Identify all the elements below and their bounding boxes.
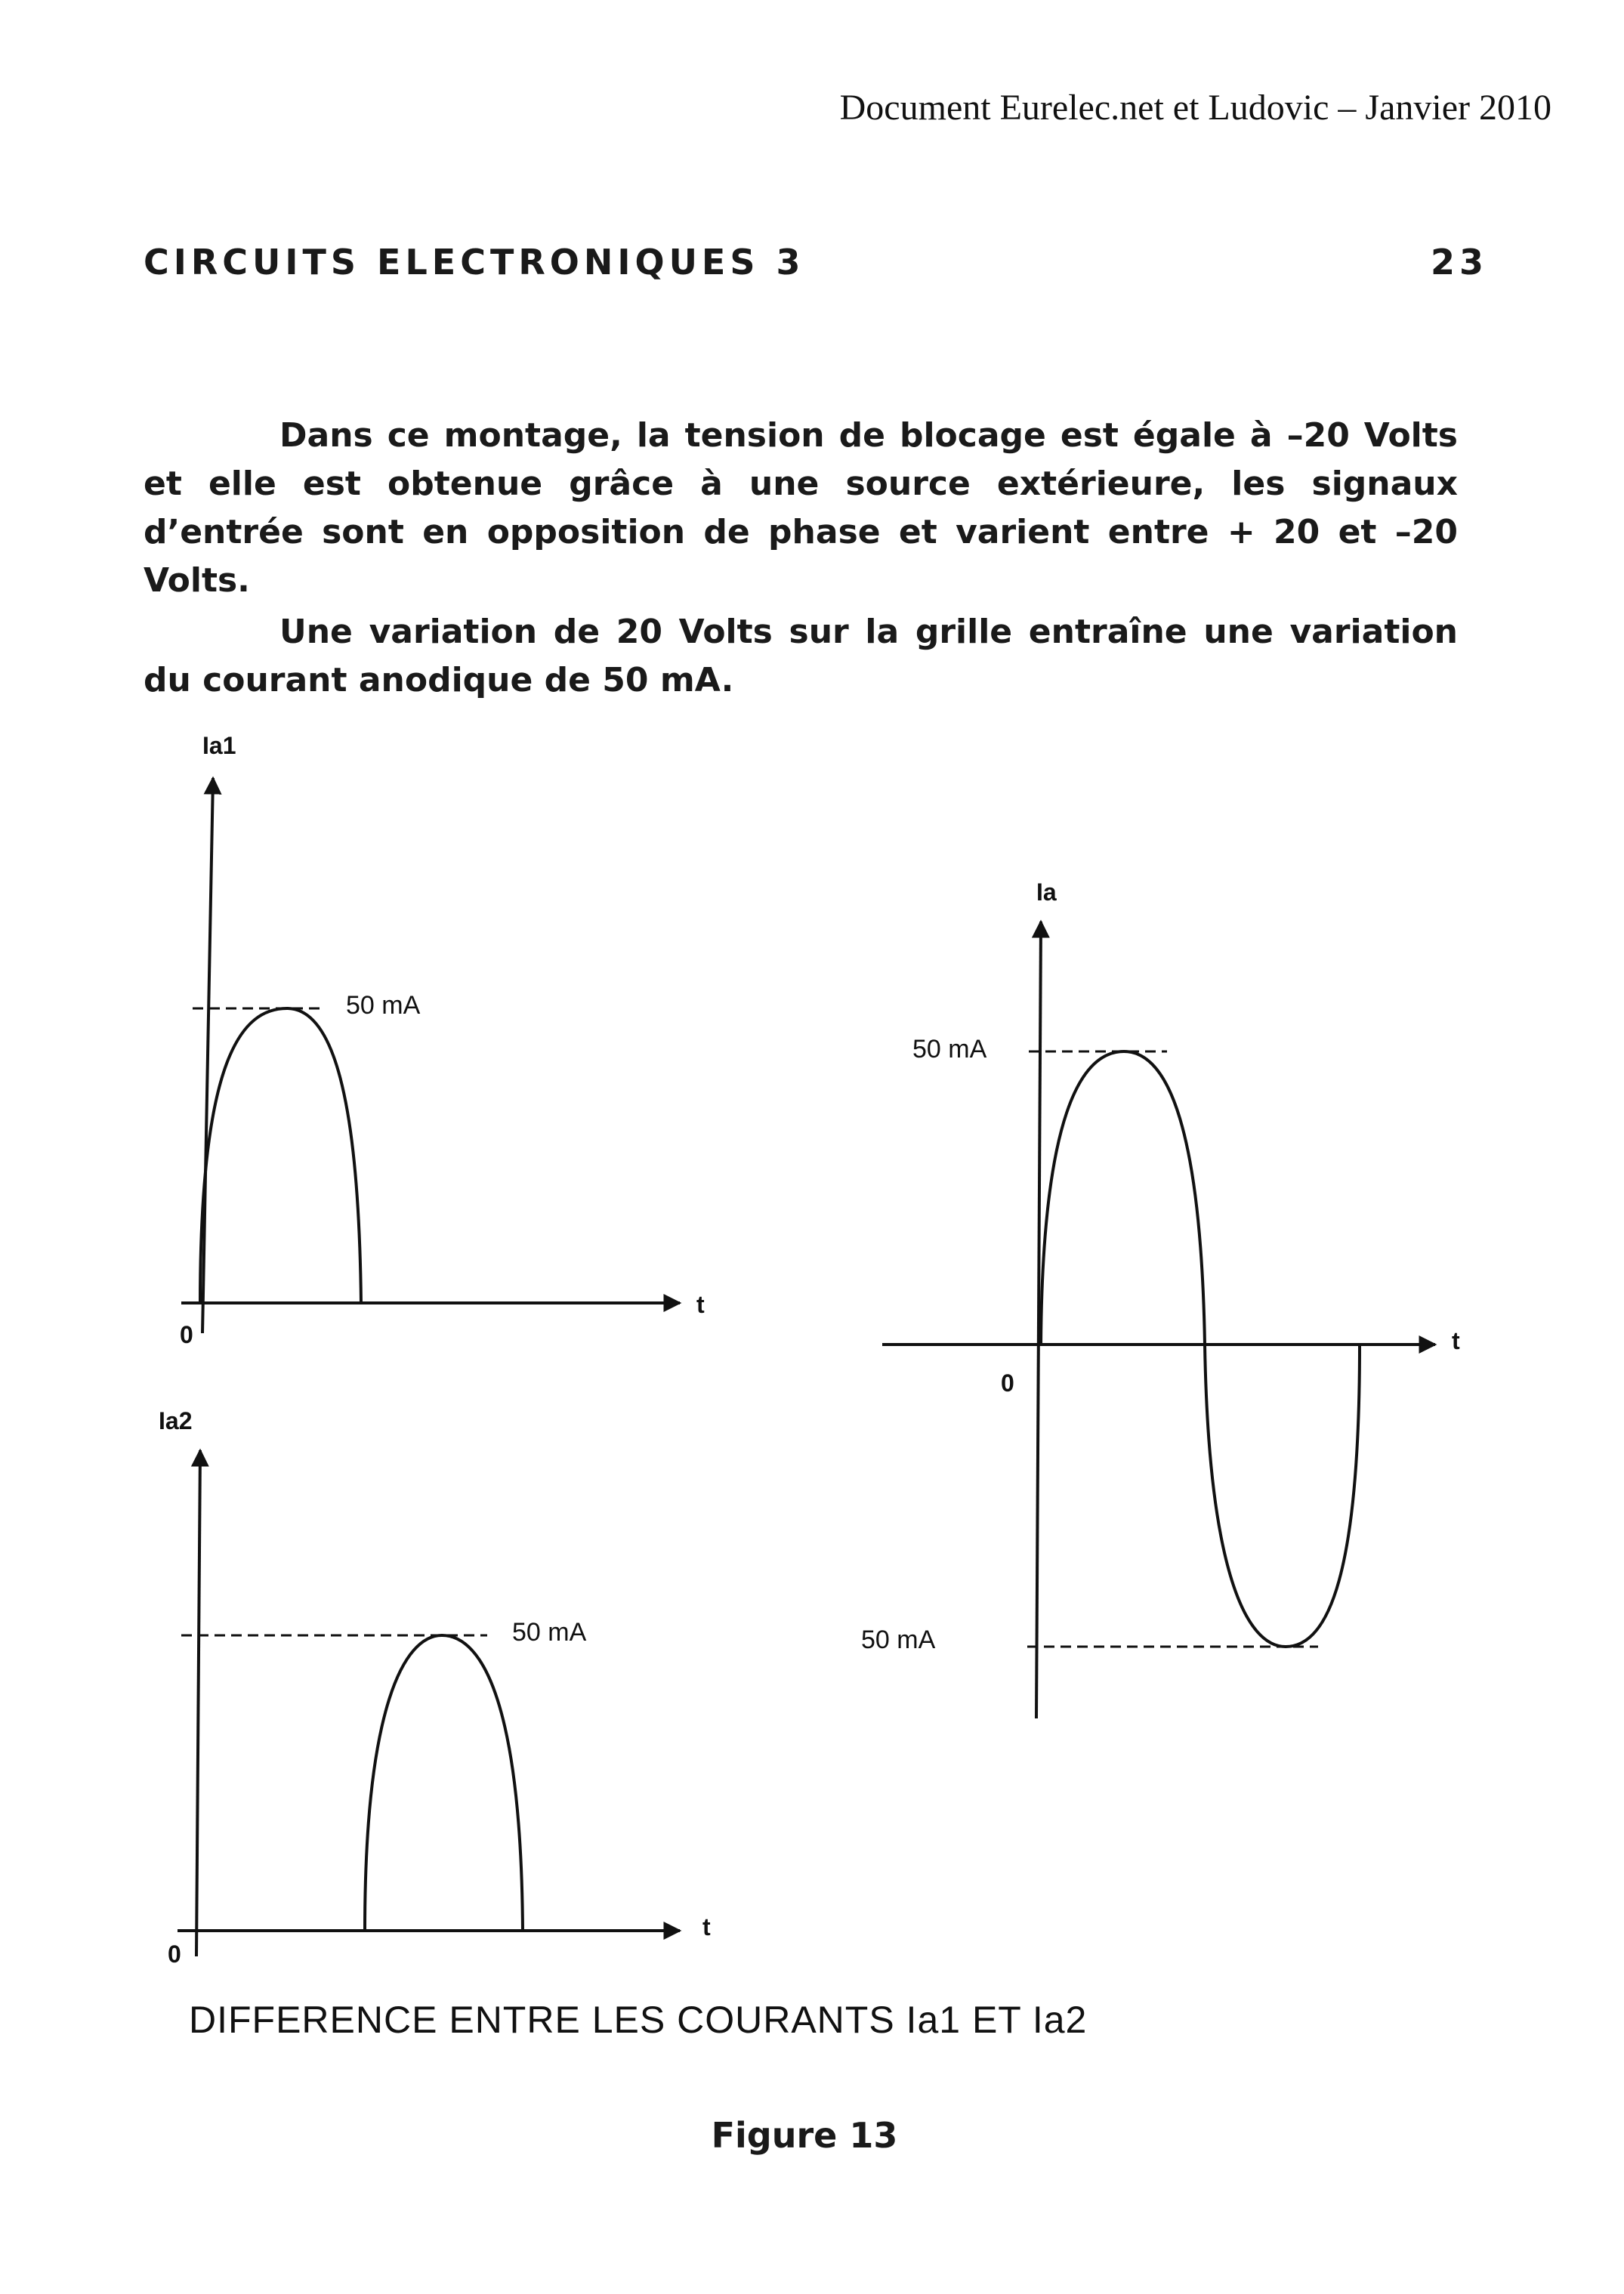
- graph-ia2: [178, 1450, 680, 1956]
- figure-caption: DIFFERENCE ENTRE LES COURANTS Ia1 ET Ia2: [189, 1999, 1088, 2041]
- paragraph-2-text: Une variation de 20 Volts sur la grille entraîne une variation du courant anodique de 50 mA.: [144, 613, 1458, 699]
- paragraph-1-text: Dans ce montage, la tension de blocage est égale à –20 Volts et elle est obtenue grâce à une source extérieure, les signaux d’entrée sont en opposition de phase et varient entre + 20 et –20 Volts.: [144, 416, 1458, 600]
- ia-origin-label: 0: [1001, 1369, 1014, 1397]
- header-note: Document Eurelec.net et Ludovic – Janvier 2010: [839, 88, 1551, 128]
- ia-y-label: Ia: [1036, 878, 1057, 906]
- figure-number-text: Figure 13: [711, 2115, 898, 2156]
- ia1-x-label: t: [696, 1291, 705, 1318]
- ia1-pulse: [200, 1008, 361, 1303]
- ia-sine-wave: [1041, 1051, 1360, 1647]
- ia-level-label-top: 50 mA: [912, 1035, 987, 1064]
- ia2-y-label: Ia2: [159, 1407, 193, 1434]
- graph-ia1: [181, 778, 680, 1333]
- page-number: 23: [1430, 242, 1488, 283]
- ia1-y-axis: [202, 778, 213, 1333]
- figure-number: [0, 2115, 1624, 2156]
- ia2-y-axis: [196, 1450, 200, 1956]
- ia2-origin-label: 0: [168, 1940, 181, 1968]
- ia1-level-label: 50 mA: [346, 991, 421, 1020]
- ia-x-label: t: [1452, 1327, 1460, 1354]
- ia2-level-label: 50 mA: [512, 1618, 587, 1647]
- ia2-pulse: [365, 1635, 523, 1931]
- ia2-x-label: t: [702, 1913, 711, 1940]
- ia-level-label-bottom: 50 mA: [861, 1626, 936, 1654]
- chapter-title: CIRCUITS ELECTRONIQUES 3: [144, 242, 805, 283]
- ia1-origin-label: 0: [180, 1321, 193, 1348]
- ia1-y-label: Ia1: [202, 732, 236, 759]
